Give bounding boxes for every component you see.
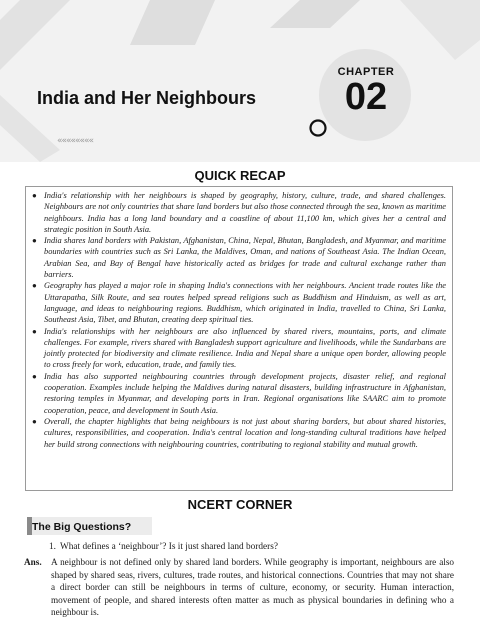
recap-text: India's relationship with her neighbours is shaped by geography, history, culture, trade, and shared challenges. Neighbours are not only countries that share land borders but also those connected through the sea, known as maritime neighbours. India has a long land boundary and a coastline of about 11,100 km, which gives her a central and strategic position in South Asia. bbox=[44, 191, 446, 234]
bullet-icon: ● bbox=[32, 281, 37, 291]
decor-corner bbox=[400, 0, 480, 60]
chapter-label: CHAPTER bbox=[337, 66, 395, 78]
ring-icon bbox=[311, 121, 326, 136]
recap-item bbox=[32, 280, 446, 325]
decor-chevron-left bbox=[0, 0, 70, 70]
ncert-corner-heading: NCERT CORNER bbox=[187, 497, 293, 512]
bullet-icon: ● bbox=[32, 416, 37, 426]
recap-list bbox=[32, 190, 446, 450]
chapter-number: 02 bbox=[344, 76, 388, 118]
decor-stripe-top bbox=[130, 0, 215, 45]
answer-1 bbox=[24, 556, 454, 619]
answer-label: Ans. bbox=[24, 557, 42, 567]
page-title: India and Her Neighbours bbox=[37, 88, 257, 108]
answer-text: A neighbour is not defined only by shared land borders. While geography is important, neighbours are also shaped by shared seas, rivers, cultures, trade routes, and historical connections. Countries that may not share a direct border can still be neighbours in terms of culture, economy, or security. Human interaction, movement of people, and shared interests often matter as much as physical boundaries in defining who a neighbour is. bbox=[51, 557, 454, 618]
chapter-header-band bbox=[0, 0, 480, 162]
recap-text: India shares land borders with Pakistan, Afghanistan, China, Nepal, Bhutan, Bangladesh, and Myanmar, and maritime boundaries with countries such as Sri Lanka, the Maldives, Oman, and nations of Southeast Asia. The Indian Ocean, Arabian Sea, and Bay of Bengal have historically acted as bridges for trade and cultural exchange rather than barriers. bbox=[44, 236, 446, 280]
big-questions-heading: The Big Questions? bbox=[32, 521, 132, 533]
recap-item bbox=[32, 371, 446, 416]
bullet-icon: ● bbox=[32, 371, 37, 381]
quick-recap-box bbox=[25, 186, 453, 491]
chevrons-icon: «««««««« bbox=[57, 136, 94, 146]
quick-recap-heading: QUICK RECAP bbox=[194, 168, 286, 183]
recap-text: Geography has played a major role in shaping India's connections with her neighbours. Ancient trade routes like the Uttarapatha, Silk Route, and sea routes helped spread religions such as Buddhism and Hinduism, as well as art, language, and ideas to neighbouring regions. Buddhism, which originated in India, travelled to China, Sri Lanka, Southeast Asia, Tibet, and Bhutan, creating deep spiritual ties. bbox=[44, 281, 446, 325]
recap-text: India has also supported neighbouring countries through development projects, disaster relief, and regional cooperation. Examples include helping the Maldives during natural disasters, building infrastructure in Afghanistan, restoring temples in Myanmar, and developing ports in Iran. Regional organisations like SAARC aim to promote cooperation, peace, and development in South Asia. bbox=[44, 371, 446, 415]
question-1 bbox=[49, 542, 278, 552]
recap-text: India's relationships with her neighbours are also influenced by shared rivers, mountains, ports, and climate challenges. For example, rivers shared with Bangladesh support agriculture and livelihoods, while the Sundarbans are jointly protected for biodiversity and climate resilience. India and Nepal share a unique open border, allowing people to cross freely for work, education, trade, and family ties. bbox=[44, 326, 446, 370]
question-number: 1. bbox=[49, 542, 56, 552]
bullet-icon: ● bbox=[32, 326, 37, 336]
recap-item bbox=[32, 326, 446, 371]
decor-stripe-right bbox=[270, 0, 360, 28]
recap-item bbox=[32, 190, 446, 235]
recap-item bbox=[32, 416, 446, 450]
recap-item bbox=[32, 235, 446, 280]
bullet-icon: ● bbox=[32, 191, 37, 200]
bullet-icon: ● bbox=[32, 236, 37, 246]
recap-text: Overall, the chapter highlights that being neighbours is not just about sharing borders, but about shared histories, cultures, responsibilities, and cooperation. India's central location and long-standing cultural traditions have helped her build strong connections with neighbouring countries, contributing to regional stability and mutual growth. bbox=[44, 416, 446, 449]
question-text: What defines a ‘neighbour’? Is it just shared land borders? bbox=[59, 542, 278, 552]
